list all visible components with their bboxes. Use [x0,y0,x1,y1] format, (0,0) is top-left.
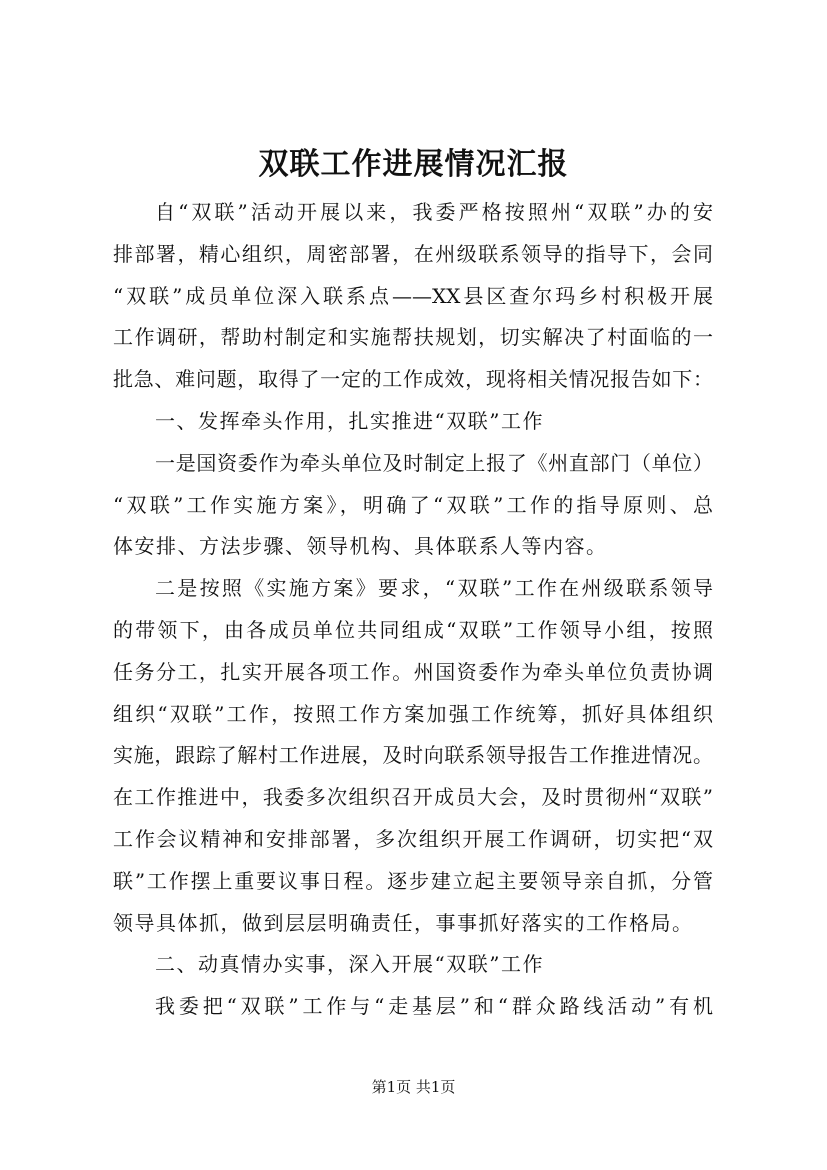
paragraph-line: 组织“双联”工作，按照工作方案加强工作统筹，抓好具体组织 [113,701,713,726]
section-heading-1 [113,401,713,443]
paragraph-line: 自“双联”活动开展以来，我委严格按照州“双联”办的安 [155,200,713,224]
paragraph-line: 一是国资委作为牵头单位及时制定上报了《州直部门（单位） [155,450,713,475]
paragraph-line: 批急、难问题，取得了一定的工作成效，现将相关情况报告如下： [113,367,713,392]
section-heading: 二、动真情办实事，深入开展“双联”工作 [155,952,544,977]
paragraph-line: 的带领下，由各成员单位共同组成“双联”工作领导小组，按照 [113,617,713,642]
paragraph-line: 工作会议精神和安排部署，多次组织开展工作调研，切实把“双 [113,826,713,851]
document-body [113,192,713,1028]
paragraph-line: 在工作推进中，我委多次组织召开成员大会，及时贯彻州“双联” [113,785,713,810]
paragraph-line: 体安排、方法步骤、领导机构、具体联系人等内容。 [113,534,608,559]
paragraph-first-point [113,443,713,568]
paragraph-intro [113,192,713,401]
section-heading: 一、发挥牵头作用，扎实推进“双联”工作 [155,408,544,433]
paragraph-section-2 [113,986,713,1028]
paragraph-line: “双联”成员单位深入联系点——XX县区查尔玛乡村积极开展 [113,283,713,308]
paragraph-line: 领导具体抓，做到层层明确责任，事事抓好落实的工作格局。 [113,910,694,935]
paragraph-line: “双联”工作实施方案》，明确了“双联”工作的指导原则、总 [113,492,713,517]
paragraph-line: 联”工作摆上重要议事日程。逐步建立起主要领导亲自抓，分管 [113,868,713,893]
paragraph-second-point [113,568,713,944]
paragraph-line: 工作调研，帮助村制定和实施帮扶规划，切实解决了村面临的一 [113,325,713,350]
page-footer: 第1页 共1页 [371,1078,456,1096]
document-title: 双联工作进展情况汇报 [258,147,569,182]
paragraph-line: 我委把“双联”工作与“走基层”和“群众路线活动”有机 [155,994,713,1019]
paragraph-line: 排部署，精心组织，周密部署，在州级联系领导的指导下，会同 [113,241,713,266]
paragraph-line: 二是按照《实施方案》要求，“双联”工作在州级联系领导 [155,576,713,601]
paragraph-line: 任务分工，扎实开展各项工作。州国资委作为牵头单位负责协调 [113,659,713,684]
paragraph-line: 实施，跟踪了解村工作进展，及时向联系领导报告工作推进情况。 [113,743,713,768]
section-heading-2 [113,944,713,986]
